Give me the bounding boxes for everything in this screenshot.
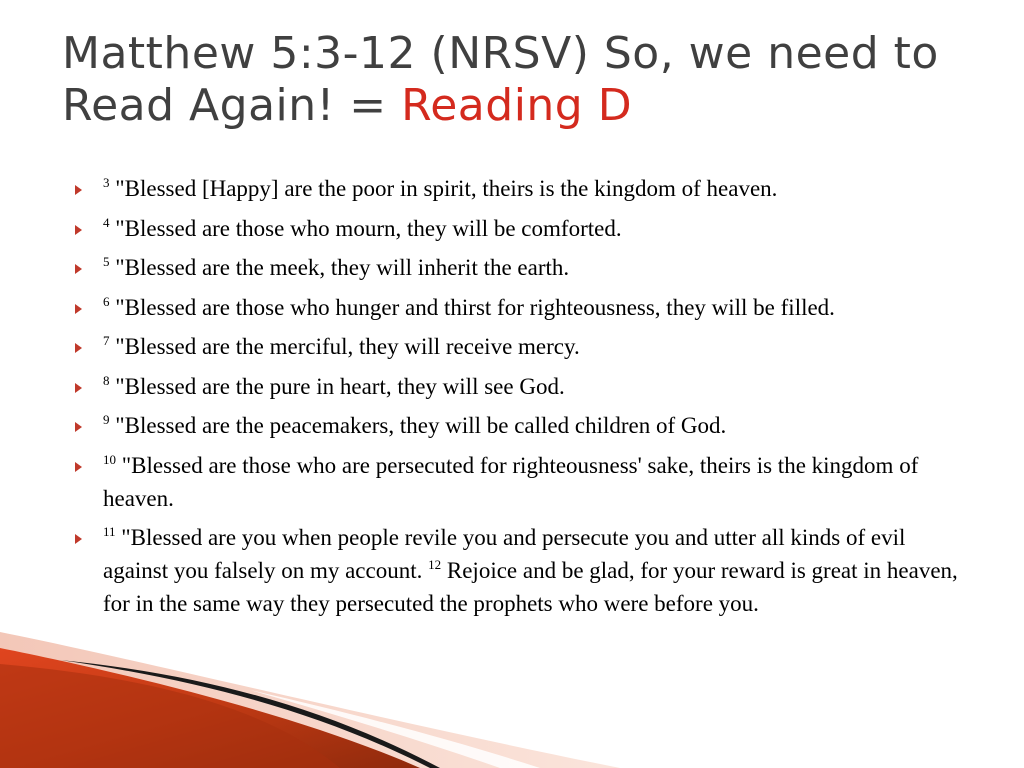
triangle-right-icon	[75, 264, 82, 274]
verse-number: 6	[103, 293, 110, 309]
verse-text: Rejoice and be glad, for your reward is great in heaven, for in the same way they persecuted the prophets who were before you.	[103, 558, 958, 616]
verse-item	[72, 370, 972, 403]
verse-text: "Blessed are those who hunger and thirst for righteousness, they will be filled.	[109, 294, 835, 320]
decorative-swoosh	[0, 620, 620, 768]
triangle-right-icon	[75, 343, 82, 353]
slide-title	[62, 28, 982, 132]
verse-number: 11	[103, 524, 116, 539]
triangle-right-icon	[75, 304, 82, 314]
triangle-right-icon	[75, 422, 82, 432]
verse-list	[72, 172, 972, 627]
verse-item	[72, 291, 972, 324]
verse-item	[72, 172, 972, 205]
verse-text: "Blessed are the merciful, they will receive mercy.	[109, 334, 580, 359]
title-main: Matthew 5:3-12 (NRSV) So, we need to Read Again! =	[62, 28, 939, 131]
verse-item	[72, 449, 972, 515]
verse-number: 3	[103, 175, 110, 190]
triangle-right-icon	[75, 185, 82, 195]
verse-text: "Blessed are the peacemakers, they will be called children of God.	[109, 413, 727, 438]
verse-number: 10	[103, 451, 116, 467]
verse-number: 7	[103, 333, 110, 348]
verse-item	[72, 409, 972, 442]
triangle-right-icon	[75, 534, 82, 544]
title-accent: Reading D	[401, 80, 633, 131]
verse-number: 8	[103, 372, 110, 388]
verse-item	[72, 251, 972, 284]
triangle-right-icon	[75, 462, 82, 472]
triangle-right-icon	[75, 383, 82, 393]
verse-number: 12	[428, 557, 442, 572]
verse-text: "Blessed are the pure in heart, they will see God.	[109, 373, 565, 399]
verse-text: "Blessed are those who are persecuted for righteousness' sake, theirs is the kingdom of heaven.	[103, 452, 919, 511]
verse-text: "Blessed [Happy] are the poor in spirit, theirs is the kingdom of heaven.	[109, 176, 778, 201]
verse-number: 9	[103, 412, 110, 427]
verse-item	[72, 330, 972, 363]
verse-item	[72, 212, 972, 245]
triangle-right-icon	[75, 225, 82, 235]
verse-text: "Blessed are the meek, they will inherit the earth.	[109, 255, 570, 280]
verse-number: 4	[103, 214, 110, 230]
verse-number: 5	[103, 254, 110, 269]
verse-text: "Blessed are you when people revile you and persecute you and utter all kinds of evil against you falsely on my account.	[103, 525, 906, 583]
verse-text: "Blessed are those who mourn, they will be comforted.	[109, 215, 622, 241]
verse-item	[72, 521, 972, 620]
